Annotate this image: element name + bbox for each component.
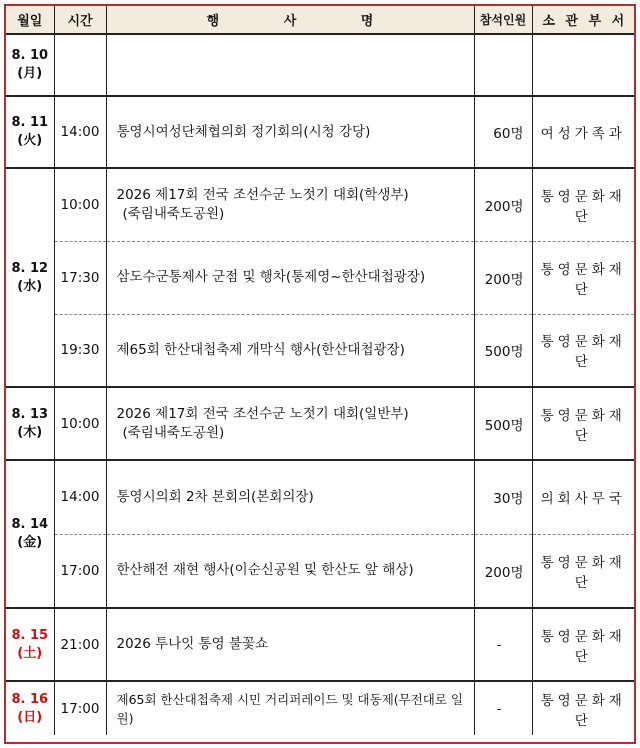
department-cell: 통영문화재단 [532,168,634,241]
department-cell: 통영문화재단 [532,608,634,681]
time-cell: 21:00 [54,608,106,681]
department-cell: 통영문화재단 [532,314,634,387]
time-cell: 17:00 [54,534,106,608]
table-row [6,387,634,460]
date-label: 8. 14 [11,517,49,532]
time-cell: 17:30 [54,241,106,314]
event-name: 삼도수군통제사 군점 및 행차(통제영~한산대첩광장) [116,269,426,285]
date-label: 8. 12 [11,260,49,276]
table-row [6,241,634,314]
department-cell [532,34,634,96]
department-cell: 통영문화재단 [532,241,634,314]
date-cell [6,608,54,681]
event-cell [106,96,474,168]
event-name: 한산해전 재현 행사(이순신공원 및 한산도 앞 해상) [116,562,414,579]
table-row [6,314,634,387]
header-date: 월일 [6,6,54,34]
time-cell [54,34,106,96]
department-cell: 여성가족과 [532,96,634,168]
attendance-cell: 60명 [474,96,532,168]
attendance-cell: 200명 [474,241,532,314]
weekday-label: (木) [17,424,43,440]
date-label: 8. 15 [11,627,49,643]
department-cell: 통영문화재단 [532,534,634,608]
table-row [6,168,634,241]
weekday-label: (水) [17,278,43,294]
event-name: 통영시여성단체협의회 정기회의(시청 강당) [116,123,371,140]
header-count: 참석인원 [474,6,532,34]
date-cell [6,387,54,460]
event-name: 제65회 한산대첩축제 개막식 행사(한산대첩광장) [116,341,405,358]
schedule-sheet [4,4,636,744]
table-row [6,608,634,681]
date-cell [6,34,54,96]
header-event: 행 사 명 [106,6,474,34]
time-cell: 14:00 [54,460,106,534]
weekday-label: (日) [17,709,43,725]
date-cell [6,460,54,608]
department-cell: 통영문화재단 [532,387,634,460]
event-cell [106,460,474,534]
header-time: 시간 [54,6,106,34]
date-label: 8. 10 [11,48,49,63]
attendance-cell: 30명 [474,460,532,534]
event-cell [106,608,474,681]
attendance-cell: - [474,681,532,735]
date-cell [6,168,54,387]
event-venue: (죽림내죽도공원) [122,424,225,441]
event-cell [106,314,474,387]
table-row [6,34,634,96]
time-cell: 10:00 [54,387,106,460]
attendance-cell [474,34,532,96]
time-cell: 14:00 [54,96,106,168]
time-cell: 10:00 [54,168,106,241]
date-label: 8. 13 [11,406,49,422]
weekday-label: (金) [17,535,43,550]
event-venue: (죽림내죽도공원) [122,205,225,222]
event-cell [106,241,474,314]
attendance-cell: - [474,608,532,681]
event-cell [106,681,474,735]
weekday-label: (月) [17,66,43,81]
event-name: 2026 투나잇 통영 불꽃쇼 [116,636,269,652]
attendance-cell: 500명 [474,314,532,387]
table-row [6,460,634,534]
event-cell [106,34,474,96]
schedule-body [6,34,634,735]
attendance-cell: 200명 [474,168,532,241]
event-cell [106,168,474,241]
table-row [6,534,634,608]
department-cell: 통영문화재단 [540,692,626,729]
department-cell: 의회사무국 [532,460,634,534]
event-name: 2026 제17회 전국 조선수군 노젓기 대회(일반부) [116,405,409,422]
weekday-label: (火) [17,133,43,148]
event-name: 통영시의회 2차 본회의(본회의장) [116,488,314,505]
schedule-table [6,6,634,735]
header-row [6,6,634,34]
header-dept: 소 관 부 서 [532,6,634,34]
date-cell [6,681,54,735]
attendance-cell: 200명 [474,534,532,608]
table-row [6,96,634,168]
event-name: 제65회 한산대첩축제 시민 거리퍼레이드 및 대동제(무전대로 일원) [116,691,463,726]
event-cell [106,387,474,460]
event-cell [106,534,474,608]
weekday-label: (土) [17,645,43,661]
time-cell: 17:00 [54,681,106,735]
date-cell [6,96,54,168]
table-row [6,681,634,735]
time-cell: 19:30 [54,314,106,387]
date-label: 8. 11 [11,115,49,130]
attendance-cell: 500명 [474,387,532,460]
date-label: 8. 16 [11,691,49,707]
event-name: 2026 제17회 전국 조선수군 노젓기 대회(학생부) [116,186,409,203]
